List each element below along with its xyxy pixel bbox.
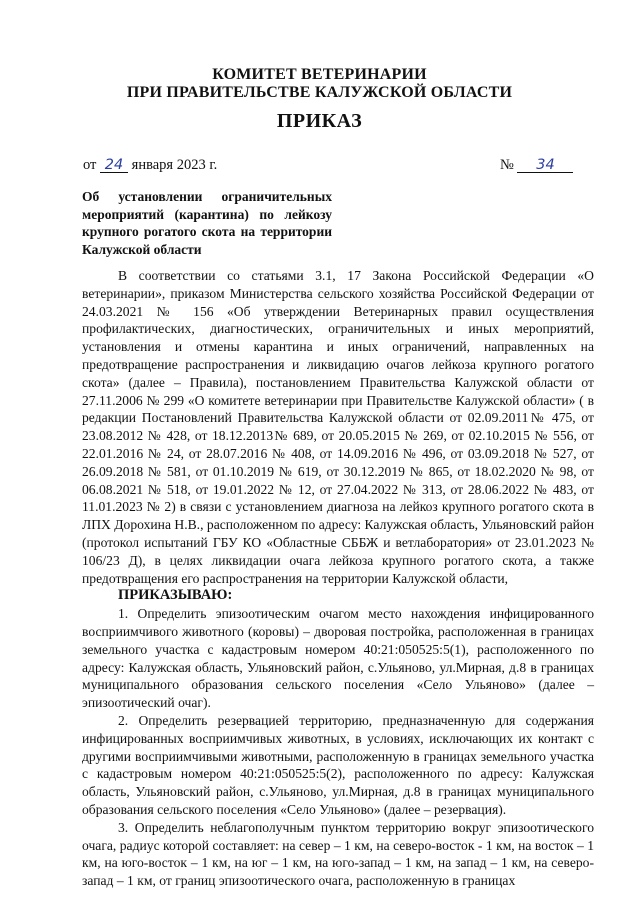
order-item-3: 3. Определить неблагополучным пунктом территорию вокруг эпизоотического очага, радиус которой составляет: на север – 1 км, на северо-восток - 1 км, на восток – 1 км, на юго-восток – 1 км, на юг – 1 км, на юго-запад – 1 км, на запад – 1 км, на северо-запад – 1 км, от границ эпизоотического очага, расположенную в границах [82, 819, 594, 889]
handwritten-day: 24 [100, 159, 128, 173]
order-item-1: 1. Определить эпизоотическим очагом место нахождения инфицированного восприимчивого животного (коровы) – дворовая постройка, расположенная в границах земельного участка с кадастровым номером 40:21:050525:5(1), расположенного по адресу: Калужская область, Ульяновский район, с.Ульяново, ул.Мирная, д.8 в границах муниципального образования сельского поселения «Село Ульяново» (далее – эпизоотический очаг). [82, 606, 594, 711]
document-type-title: ПРИКАЗ [276, 110, 363, 132]
order-body [82, 267, 594, 890]
date-month-year: января 2023 г. [131, 157, 218, 173]
committee-affiliation: ПРИ ПРАВИТЕЛЬСТВЕ КАЛУЖСКОЙ ОБЛАСТИ [126, 84, 513, 101]
order-number [500, 157, 573, 174]
date-prefix: от [83, 157, 97, 173]
order-item-2: 2. Определить резервацией территорию, предназначенную для содержания инфицированных восприимчивых животных, в условиях, исключающих их контакт с другими восприимчивыми животными, расположенную в границах земельного участка с кадастровым номером 40:21:050525:5(2), расположенного по адресу: Калужская область, Ульяновский район, с.Ульяново, ул.Мирная, д.8 в границах муниципального образования сельского поселения «Село Ульяново» (далее – резервация). [82, 712, 594, 817]
handwritten-number: 34 [517, 159, 573, 173]
preamble-paragraph: В соответствии со статьями 3.1, 17 Закона Российской Федерации «О ветеринарии», приказом Министерства сельского хозяйства Российской Федерации от 24.03.2021 № 156 «Об утверждении Ветеринарных правил осуществления профилактических, диагностических, ограничительных и иных мероприятий, установления и отмены карантина и иных ограничений, направленных на предотвращение распространения и ликвидацию очагов лейкоза крупного рогатого скота» (далее – Правила), постановлением Правительства Калужской области от 27.11.2006 № 299 «О комитете ветеринарии при Правительстве Калужской области» ( в редакции Постановлений Правительства Калужской области от 02.09.2011№ 475, от 23.08.2012 № 428, от 18.12.2013№ 689, от 20.05.2015 № 269, от 02.10.2015 № 556, от 22.01.2016 № 24, от 28.07.2016 № 408, от 14.09.2016 № 496, от 03.09.2018 № 527, от 26.09.2018 № 581, от 01.10.2019 № 619, от 30.12.2019 № 865, от 18.02.2020 № 98, от 06.08.2021 № 518, от 19.01.2022 № 12, от 27.04.2022 № 313, от 28.06.2022 № 483, от 11.01.2023 № 2) в связи с установлением диагноза на лейкоз крупного рогатого скота в ЛПХ Дорохина Н.В., расположенном по адресу: Калужская область, Ульяновский район (протокол испытаний ГБУ КО «Областные СББЖ и ветлаборатория» от 23.01.2023 № 106/23 Д), в целях ликвидации очага лейкоза крупного рогатого скота, а также предотвращения его распространения на территории Калужской области, [82, 268, 594, 586]
number-label: № [500, 157, 514, 173]
committee-name: КОМИТЕТ ВЕТЕРИНАРИИ [212, 66, 427, 83]
orders-heading: ПРИКАЗЫВАЮ: [118, 587, 233, 604]
order-date [83, 157, 217, 174]
order-subject: Об установлении ограничительных мероприятий (карантина) по лейкозу крупного рогатого скота на территории Калужской области [82, 189, 332, 257]
